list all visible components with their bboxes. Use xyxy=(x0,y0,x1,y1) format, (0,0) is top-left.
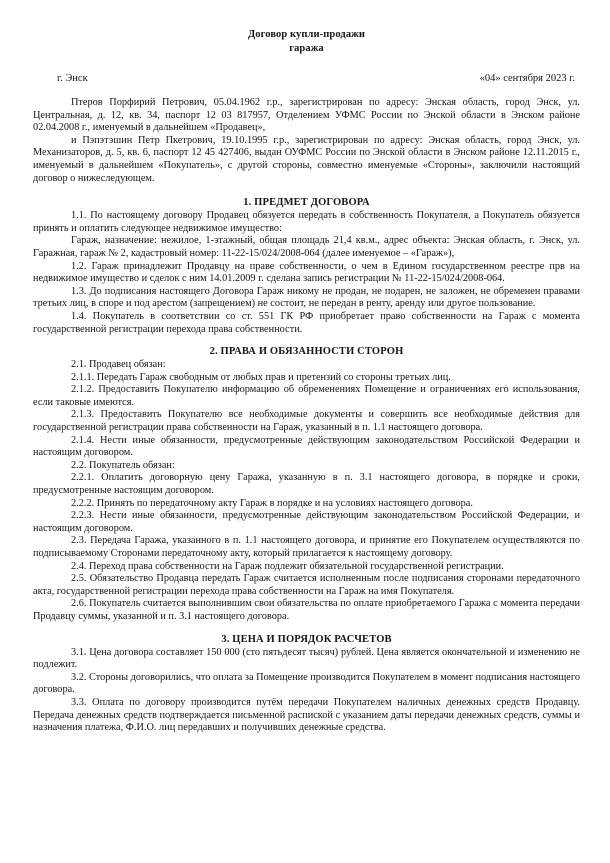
clause-2-1-1: 2.1.1. Передать Гараж свободным от любых прав и претензий со стороны третьих лиц. xyxy=(71,371,451,383)
section-3-heading: 3. ЦЕНА И ПОРЯДОК РАСЧЕТОВ xyxy=(221,633,392,645)
document-body xyxy=(33,22,580,735)
contract-date: «04» сентября 2023 г. xyxy=(479,73,575,84)
clause-1-3: 1.3. До подписания настоящего Договора Гараж никому не продан, не подарен, не заложен, не обременен правами третьих лиц, в споре и под арестом (запрещением) не состоит, не передан в ренту, аренду или другое пользование. xyxy=(33,285,580,310)
place-and-date-row xyxy=(33,72,580,86)
clause-2-1-3: 2.1.3. Предоставить Покупателю все необходимые документы и совершить все необходимые действия для государственной регистрации права собственности на Гараж, указанный в п. 1.1 настоящего договора. xyxy=(33,409,580,434)
clause-2-5: 2.5. Обязательство Продавца передать Гараж считается исполненным после подписания сторонами передаточного акта, государственной регистрации перехода права собственности на Гараж на имя Покупателя. xyxy=(33,573,580,597)
title-line-1: Договор купли-продажи xyxy=(247,29,366,40)
clause-2-1: 2.1. Продавец обязан: xyxy=(71,359,166,371)
clause-1-1: 1.1. По настоящему договору Продавец обязуется передать в собственность Покупателя, а Покупатель обязуется принять и оплатить следующее недвижимое имущество: xyxy=(33,210,580,234)
preamble xyxy=(33,97,580,185)
section-2-heading: 2. ПРАВА И ОБЯЗАННОСТИ СТОРОН xyxy=(209,346,404,358)
section-1-heading: 1. ПРЕДМЕТ ДОГОВОРА xyxy=(243,197,370,209)
page-title xyxy=(33,22,580,55)
clause-2-2-3: 2.2.3. Нести иные обязанности, предусмотренные действующим законодательством Российской Федерации, и настоящим договором. xyxy=(33,510,580,534)
title-line-2: гаража xyxy=(289,42,324,54)
clause-2-4: 2.4. Переход права собственности на Гараж подлежит обязательной государственной регистрации. xyxy=(71,560,504,572)
city-label: г. Энск xyxy=(57,73,88,84)
clause-3-3: 3.3. Оплата по договору производится путём передачи Покупателем наличных денежных средств Продавцу. Передача денежных средств подтверждается письменной распиской с указанием даты передачи денежных средств, суммы и назначения платежа, Ф.И.О. лиц передавших и получивших денежные средства. xyxy=(33,696,580,734)
buyer-paragraph: и Пэпэтэшин Петр Пкетрович, 19.10.1995 г.р., зарегистрирован по адресу: Энская область, город Энск, ул. Механизаторов, д. 5, кв. 6, паспорт 12 45 427406, выдан ОУФМС России по Энской области в Энском районе 12.11.2015 г., именуемый в дальнейшем «Покупатель», с другой стороны, совместно именуемые «Стороны», заключили настоящий договор о нижеследующем. xyxy=(33,134,580,184)
seller-paragraph: Птеров Порфирий Петрович, 05.04.1962 г.р., зарегистрирован по адресу: Энская область, город Энск, ул. Центральная, д. 12, кв. 34, паспорт 12 03 817957, Отделением УФМС России по Энской области в Энском районе 02.04.2008 г., именуемый в дальнейшем «Продавец», xyxy=(33,97,580,134)
clause-2-1-4: 2.1.4. Нести иные обязанности, предусмотренные действующим законодательством Российской Федерации и настоящим договором. xyxy=(33,434,580,459)
clause-2-2-2: 2.2.2. Принять по передаточному акту Гараж в порядке и на условиях настоящего договора. xyxy=(71,497,473,509)
clause-1-2: 1.2. Гараж принадлежит Продавцу на праве собственности, о чем в Едином государственном реестре прв на недвижимое имущество и сделок с ним 14.01.2009 г. сделана запись регистрации № 11-22-15/024/2008-064. xyxy=(33,260,580,285)
clause-3-1: 3.1. Цена договора составляет 150 000 (сто пятьдесят тысяч) рублей. Цена является окончательной и изменению не подлежит. xyxy=(33,646,580,671)
clause-2-6: 2.6. Покупатель считается выполнившим свои обязательства по оплате приобретаемого Гаража с момента передачи Продавцу суммы, указанной и п. 3.1 настоящего договора. xyxy=(33,598,580,622)
clause-2-1-2: 2.1.2. Предоставить Покупателю информацию об обременениях Помещение и ограничениях его использования, если таковые имеются. xyxy=(33,384,580,408)
clause-2-3: 2.3. Передача Гаража, указанного в п. 1.1 настоящего договора, и принятие его Покупателем осуществляются по подписываемому Сторонами передаточному акту, который прилагается к настоящему договору. xyxy=(33,535,580,559)
clause-2-2-1: 2.2.1. Оплатить договорную цену Гаража, указанную в п. 3.1 настоящего договора, в порядке и сроки, предусмотренные настоящим договором. xyxy=(33,472,580,497)
clause-3-2: 3.2. Стороны договорились, что оплата за Помещение производится Покупателем в момент подписания настоящего договора. xyxy=(33,671,580,696)
clause-1-1-object: Гараж, назначение: нежилое, 1-этажный, общая площадь 21,4 кв.м., адрес объекта: Энская область, г. Энск, ул. Гаражная, гараж № 2, кадастровый номер: 11-22-15/024/2008-064 (далее именуемое – «Гараж»), xyxy=(33,235,580,259)
clause-1-4: 1.4. Покупатель в соответствии со ст. 551 ГК РФ приобретает право собственности на Гараж с момента государственной регистрации перехода права собственности. xyxy=(33,310,580,335)
clause-2-2: 2.2. Покупатель обязан: xyxy=(71,459,175,471)
